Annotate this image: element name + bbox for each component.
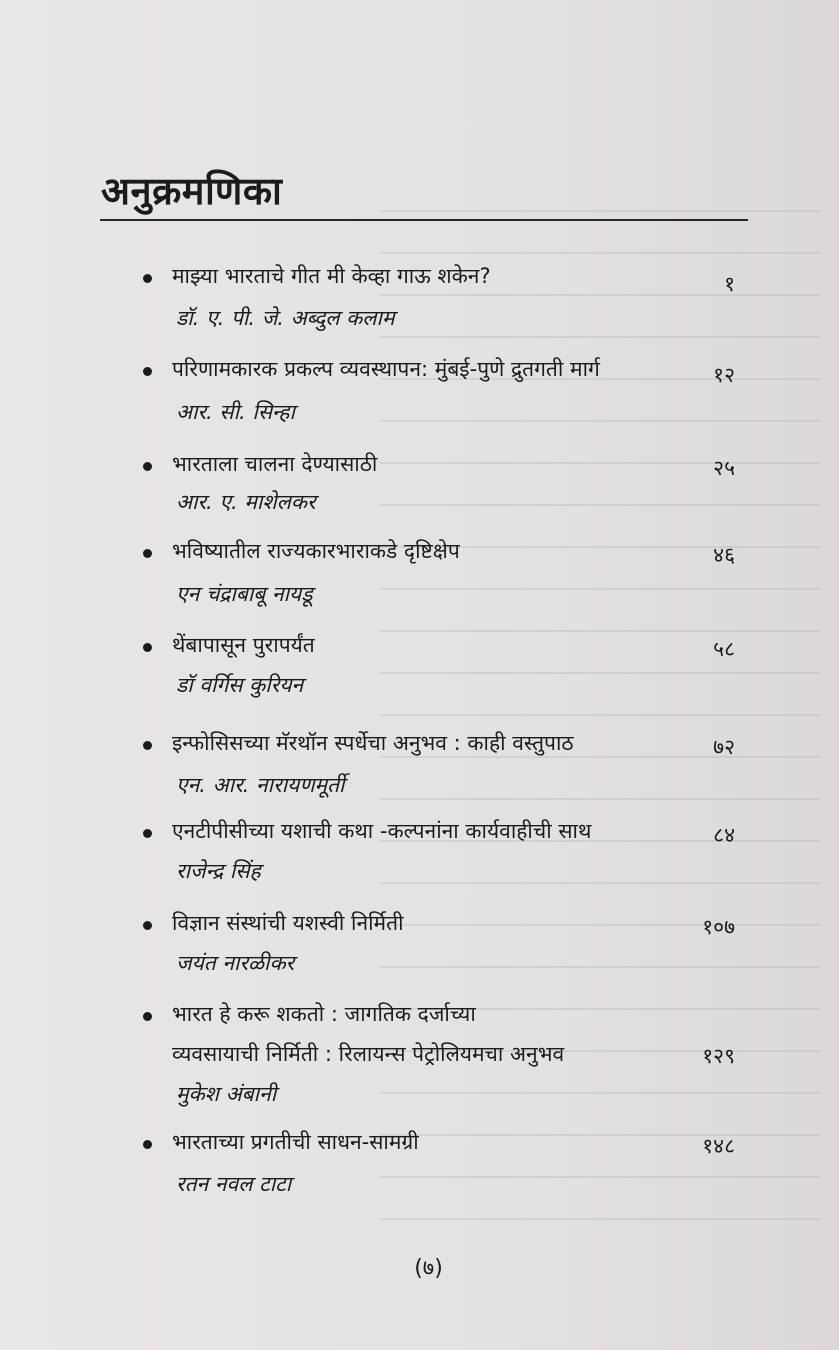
bullet-icon [143,921,152,930]
entry-title: परिणामकारक प्रकल्प व्यवस्थापन: मुंबई-पुणे द्रुतगती मार्ग [172,357,600,381]
bullet-icon [143,643,152,652]
bullet-icon [143,274,152,283]
toc-entry [0,909,839,989]
entry-page: १ [724,272,735,296]
entry-title: विज्ञान संस्थांची यशस्वी निर्मिती [172,911,404,935]
entry-page: १२ [713,363,735,387]
entry-author: जयंत नारळीकर [176,951,295,975]
entry-author: डॉ. ए. पी. जे. अब्दुल कलाम [176,306,395,330]
entry-title: इन्फोसिसच्या मॅरथॉन स्पर्धेचा अनुभव : काही वस्तुपाठ [172,731,574,755]
entry-author: आर. सी. सिन्हा [176,400,295,424]
page-title: अनुक्रमणिका [101,169,283,213]
toc-entry [0,355,839,435]
toc-entry [0,537,839,617]
entry-page: २५ [713,456,735,480]
bullet-icon [143,741,152,750]
entry-title: भारत हे करू शकतो : जागतिक दर्जाच्या [172,1002,476,1026]
entry-page: ४६ [713,543,735,567]
toc-entry [0,262,839,342]
entry-title: भारताला चालना देण्यासाठी [172,452,378,476]
title-underline [100,219,748,221]
entry-title: थेंबापासून पुरापर्यंत [172,633,315,657]
bullet-icon [143,1012,152,1021]
page-number: (७) [414,1256,443,1281]
bullet-icon [143,367,152,376]
toc-entry [0,817,839,897]
toc-entry [0,631,839,711]
entry-title-continued: व्यवसायाची निर्मिती : रिलायन्स पेट्रोलियमचा अनुभव [172,1042,565,1066]
toc-entry [0,450,839,530]
entry-author: आर. ए. माशेलकर [176,490,316,514]
entry-page: १४८ [702,1134,735,1158]
page-number-footer [0,1252,839,1282]
entry-title: एनटीपीसीच्या यशाची कथा -कल्पनांना कार्यवाहीची साथ [172,819,592,843]
entry-author: रतन नवल टाटा [176,1172,292,1196]
entry-author: एन चंद्राबाबू नायडू [176,582,313,606]
bullet-icon [143,1140,152,1149]
entry-author: मुकेश अंबानी [176,1082,277,1106]
entry-title: माझ्या भारताचे गीत मी केव्हा गाऊ शकेन? [172,264,491,288]
entry-page: ८४ [713,823,735,847]
toc-entry [0,729,839,809]
entry-author: डॉ वर्गिस कुरियन [176,673,304,697]
entry-page: ७२ [713,735,735,759]
entry-page: १०७ [702,915,735,939]
toc-entry [0,1000,839,1120]
entry-page: १२९ [702,1044,735,1068]
entry-author: राजेन्द्र सिंह [176,859,261,883]
entry-title: भविष्यातील राज्यकारभाराकडे दृष्टिक्षेप [172,539,460,563]
entry-page: ५८ [713,637,735,661]
bullet-icon [143,549,152,558]
bullet-icon [143,462,152,471]
bullet-icon [143,829,152,838]
entry-author: एन. आर. नारायणमूर्ती [176,773,345,797]
toc-entry [0,1128,839,1208]
entry-title: भारताच्या प्रगतीची साधन-सामग्री [172,1130,419,1154]
